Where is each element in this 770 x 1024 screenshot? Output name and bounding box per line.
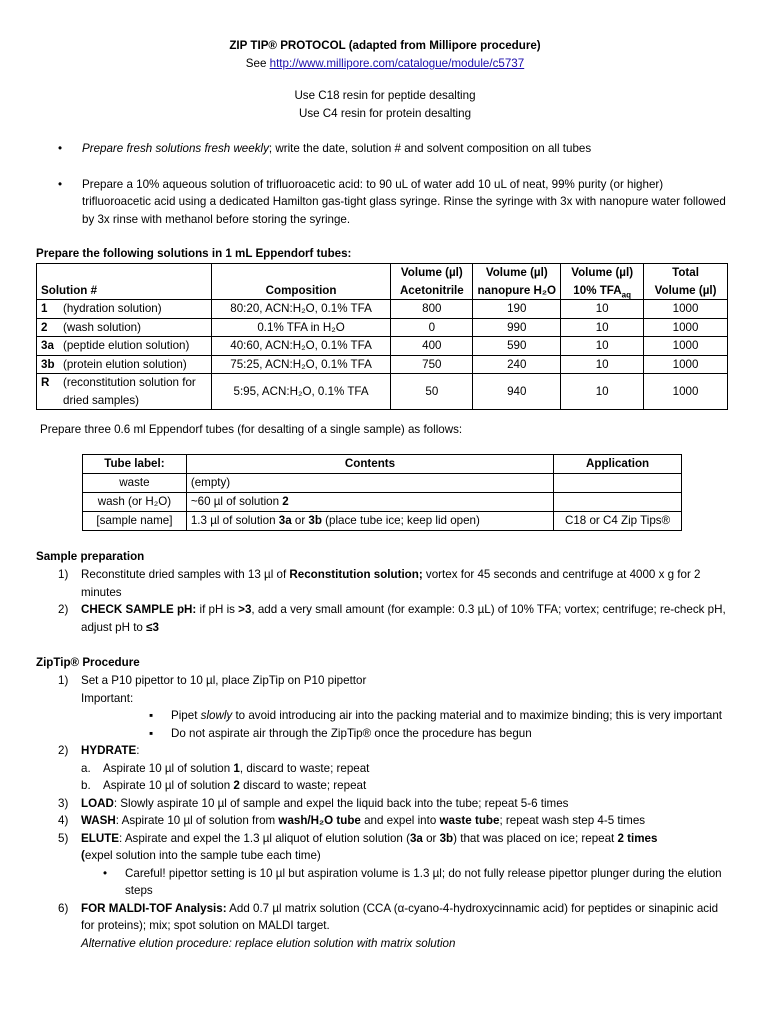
table-row: 3a (peptide elution solution) 40:60, ACN:H₂O, 0.1% TFA 400 590 10 1000: [37, 337, 728, 356]
millipore-link[interactable]: http://www.millipore.com/catalogue/module/c5737: [269, 57, 525, 70]
solutions-heading: Prepare the following solutions in 1 mL Eppendorf tubes:: [36, 247, 352, 260]
tubes-heading: Prepare three 0.6 ml Eppendorf tubes (for desalting of a single sample) as follows:: [40, 423, 463, 436]
list-item: 2) HYDRATE: a. Aspirate 10 µl of solution 1, discard to waste; repeat b. Aspirate 10 µl of solution 2 discard to waste; repeat: [58, 742, 728, 795]
bullet-icon: •: [103, 866, 108, 880]
procedure-title: ZipTip® Procedure: [36, 656, 140, 669]
col-contents: Contents: [186, 455, 553, 474]
list-item: ▪ Pipet slowly to avoid introducing air into the packing material and to maximize binding; this is very important: [149, 707, 728, 725]
table-row: wash (or H₂O) ~60 µl of solution 2: [83, 493, 682, 512]
list-item: ▪ Do not aspirate air through the ZipTip® once the procedure has begun: [149, 725, 728, 743]
list-item: 1) Set a P10 pipettor to 10 µl, place ZipTip on P10 pipettor Important: ▪ Pipet slowly to avoid introducing air into the packing material and to maximize binding; this is very important ▪ Do not aspirate air through the ZipTip® once the procedure has begun: [58, 672, 728, 742]
col-application: Application: [554, 455, 682, 474]
solutions-header-row: [37, 264, 728, 300]
col-water: Volume (µl) nanopure H₂O: [473, 264, 561, 300]
c4-note: Use C4 resin for protein desalting: [298, 107, 472, 120]
sample-prep-title: Sample preparation: [36, 550, 145, 563]
list-item: b. Aspirate 10 µl of solution 2 discard to waste; repeat: [81, 779, 367, 792]
see-prefix: See: [245, 57, 270, 70]
col-solution: Solution #: [37, 264, 212, 300]
col-acetonitrile: Volume (µl) Acetonitrile: [391, 264, 473, 300]
square-bullet-icon: ▪: [149, 709, 154, 722]
list-item: 4) WASH: Aspirate 10 µl of solution from wash/H₂O tube and expel into waste tube; repeat wash step 4-5 times: [58, 814, 646, 827]
document-title: ZIP TIP® PROTOCOL (adapted from Millipore procedure): [229, 39, 541, 52]
col-total: Total Volume (µl): [644, 264, 728, 300]
tubes-header-row: [83, 455, 682, 474]
list-item: 6) FOR MALDI-TOF Analysis: Add 0.7 µl matrix solution (CCA (α-cyano-4-hydroxycinnamic acid) for peptides or sinapinic acid for proteins); mix; spot solution on MALDI target. Alternative elution procedure: replace elution solution with matrix solution: [58, 901, 719, 950]
col-tfa: Volume (µl) 10% $TFA_{aq}$: [561, 264, 644, 300]
list-item: 2) CHECK SAMPLE pH: if pH is >3, add a very small amount (for example: 0.3 µL) of 10% TFA; vortex; centrifuge; re-check pH, adjust pH to ≤3: [58, 603, 726, 634]
list-item: 3) LOAD: Slowly aspirate 10 µl of sample and expel the liquid back into the tube; repeat 5-6 times: [58, 796, 569, 810]
bullet-icon: •: [58, 177, 63, 191]
table-row: 2 (wash solution) 0.1% TFA in H₂O 0 990 10 1000: [37, 318, 728, 337]
preparation-bullets: [58, 140, 728, 228]
table-row: 3b (protein elution solution) 75:25, ACN:H₂O, 0.1% TFA 750 240 10 1000: [37, 355, 728, 374]
col-tube-label: Tube label:: [83, 455, 187, 474]
square-bullet-icon: ▪: [149, 726, 154, 740]
table-row: R (reconstitution solution for dried samples) 5:95, ACN:H₂O, 0.1% TFA 50 940 10 1000: [37, 374, 728, 410]
col-composition: Composition: [211, 264, 391, 300]
procedure-list: [58, 672, 728, 952]
solutions-table: [36, 263, 728, 410]
bullet-icon: •: [58, 142, 63, 155]
table-row: [sample name] 1.3 µl of solution 3a or 3b (place tube ice; keep lid open) C18 or C4 Zip Tips®: [83, 512, 682, 531]
list-item: • Careful! pipettor setting is 10 µl but aspiration volume is 1.3 µl; do not fully release pipettor plunger during the elution steps: [103, 866, 722, 897]
table-row: 1 (hydration solution) 80:20, ACN:H₂O, 0.1% TFA 800 190 10 1000: [37, 300, 728, 319]
table-row: waste (empty): [83, 474, 682, 493]
list-item: a. Aspirate 10 µl of solution 1, discard to waste; repeat: [81, 761, 370, 775]
sample-prep-list: [58, 566, 728, 636]
c18-note: Use C18 resin for peptide desalting: [294, 89, 476, 102]
tubes-table: [82, 454, 682, 531]
bullet-tfa-solution: • Prepare a 10% aqueous solution of trifluoroacetic acid: to 90 uL of water add 10 uL of neat, 99% purity (or higher) trifluoroacetic acid using a dedicated Hamilton gas-tight glass syringe. Rinse the syringe with 3x with nanopure water followed by 3x rinse with methanol before storing the syringe.: [58, 177, 726, 226]
bullet-fresh-solutions: • Prepare fresh solutions fresh weekly; write the date, solution # and solvent composition on all tubes: [58, 140, 728, 158]
reference-line: [0, 55, 770, 73]
list-item: 5) ELUTE: Aspirate and expel the 1.3 µl aliquot of elution solution (3a or 3b) that was placed on ice; repeat 2 times (expel solution into the sample tube each time) • Careful! pipettor setting is 10 µl but aspiration volume is 1.3 µl; do not fully release pipettor plunger during the elution steps: [58, 830, 728, 900]
list-item: 1) Reconstitute dried samples with 13 µl of Reconstitution solution; vortex for 45 seconds and centrifuge at 4000 x g for 2 minutes: [58, 568, 701, 599]
